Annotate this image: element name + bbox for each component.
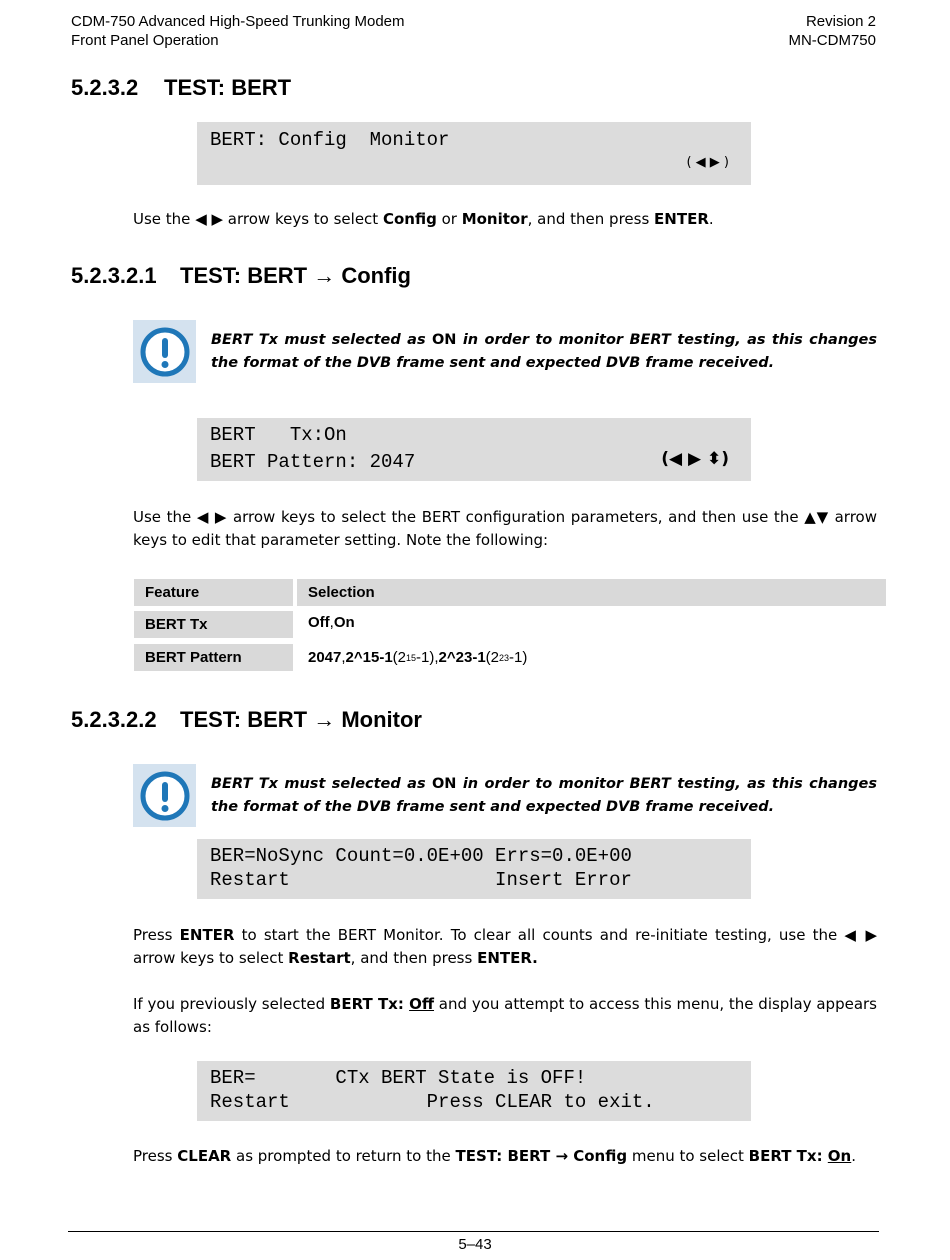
lcd-arrow-keys: ( ◀ ▶ ) (686, 155, 729, 170)
para-monitor-instructions (133, 924, 877, 970)
text-run: and you attempt to access this menu, the display appears as follows: (133, 995, 877, 1036)
instruction-bert-select (133, 208, 877, 231)
separator: , (329, 614, 334, 631)
text-run: BERT Tx must selected as (211, 332, 432, 348)
bold-term: ENTER (654, 210, 709, 228)
bold-term: BERT Tx: (329, 995, 410, 1013)
table-header-feature: Feature (134, 579, 293, 606)
option-value: 2^15-1 (345, 649, 393, 666)
heading-number: 5.2.3.2 (71, 75, 139, 100)
text-run: in order to monitor BERT testing, as this changes the format of the DVB frame sent and expected DVB frame received. (211, 776, 878, 815)
text-run: arrow keys to select the BERT configuration parameters, and then use the (227, 508, 805, 526)
text-run: to start the BERT Monitor. To clear all counts and re-initiate testing, use the (234, 926, 845, 944)
heading-title: TEST: BERT → Config (180, 263, 411, 288)
lcd-bert-config (197, 418, 751, 481)
arrow-keys-glyph: ◀ ▶ (195, 210, 224, 228)
table-cell-selection (297, 609, 886, 636)
bold-term: Config (382, 210, 437, 228)
text-run: arrow keys to select (133, 949, 289, 967)
bold-term: ENTER. (477, 949, 538, 967)
exponent: 15 (406, 652, 417, 663)
lcd-bert-monitor (197, 839, 751, 899)
heading-number: 5.2.3.2.1 (71, 263, 157, 288)
arrow-keys-glyph: ◀ ▶ (844, 926, 878, 944)
lcd-bert-off (197, 1061, 751, 1121)
option-value: On (333, 614, 355, 631)
note-text-monitor (211, 773, 877, 819)
option-value: Off (308, 614, 330, 631)
table-header-selection: Selection (297, 579, 886, 606)
exclamation-note-icon (133, 320, 196, 383)
heading-52321 (71, 263, 411, 289)
bold-term: TEST: BERT → Config (455, 1147, 628, 1165)
table-cell-selection (297, 644, 886, 671)
bold-term: CLEAR (177, 1147, 232, 1165)
text-run: (2 (392, 649, 407, 666)
text-run: -1) (509, 649, 528, 666)
instruction-bert-config (133, 506, 877, 552)
text-run: , and then press (527, 210, 655, 228)
text-run: in order to monitor BERT testing, as this changes the format of the DVB frame sent and expected DVB frame received. (211, 332, 878, 371)
text-run: -1), (416, 649, 439, 666)
text-run: arrow keys to edit that parameter setting. Note the following: (133, 508, 877, 549)
underlined-term: Off (409, 995, 435, 1013)
text-run: Press (133, 926, 180, 944)
heading-title: TEST: BERT (164, 75, 292, 100)
heading-52322 (71, 707, 422, 733)
bold-term: ON (431, 332, 457, 348)
bold-term: Restart (288, 949, 351, 967)
lcd-line-1: BER= CTx BERT State is OFF! (210, 1067, 587, 1089)
text-run: Use the (133, 508, 197, 526)
exclamation-note-icon (133, 764, 196, 827)
para-tx-off (133, 993, 877, 1039)
up-down-keys-glyph: ▲▼ (804, 508, 829, 526)
text-run: , and then press (350, 949, 478, 967)
heading-5232 (71, 75, 291, 101)
heading-title: TEST: BERT → Monitor (180, 707, 422, 732)
bold-term: Monitor (461, 210, 528, 228)
lcd-line-1: BERT: Config Monitor (210, 129, 450, 151)
underlined-term: On (827, 1147, 852, 1165)
lcd-line-2: BERT Pattern: 2047 (210, 451, 416, 473)
doc-number: MN-CDM750 (788, 32, 876, 49)
text-run: . (851, 1147, 857, 1165)
separator: , (341, 649, 346, 666)
bold-term: BERT Tx: (748, 1147, 828, 1165)
section-title: Front Panel Operation (71, 32, 219, 49)
text-run: . (708, 210, 714, 228)
exponent: 23 (499, 652, 510, 663)
table-cell-feature: BERT Pattern (134, 644, 293, 671)
table-cell-feature: BERT Tx (134, 611, 293, 638)
text-run: or (436, 210, 462, 228)
page-header-left (71, 12, 405, 50)
text-run: (2 (485, 649, 499, 666)
option-value: 2047 (308, 649, 342, 666)
text-run: If you previously selected (133, 995, 330, 1013)
text-run: Use the (133, 210, 196, 228)
text-run: BERT Tx must selected as (211, 776, 432, 792)
lcd-line-1: BER=NoSync Count=0.0E+00 Errs=0.0E+00 (210, 845, 632, 867)
arrow-keys-glyph: ◀ ▶ (196, 508, 228, 526)
lcd-bert-menu (197, 122, 751, 185)
note-text-config (211, 329, 877, 375)
lcd-line-2: Restart Press CLEAR to exit. (210, 1091, 655, 1113)
bold-term: ENTER (179, 926, 235, 944)
doc-title: CDM-750 Advanced High-Speed Trunking Modem (71, 13, 405, 30)
page-header-right (788, 12, 876, 50)
lcd-arrow-keys: (◀ ▶ ⬍) (661, 449, 729, 469)
footer-rule (68, 1231, 879, 1232)
lcd-line-2: Restart Insert Error (210, 869, 632, 891)
text-run: as prompted to return to the (231, 1147, 456, 1165)
para-clear-instruction (133, 1145, 877, 1168)
text-run: Press (133, 1147, 178, 1165)
bold-term: ON (431, 776, 457, 792)
text-run: arrow keys to select (223, 210, 383, 228)
lcd-line-1: BERT Tx:On (210, 424, 347, 446)
text-run: menu to select (627, 1147, 749, 1165)
revision: Revision 2 (805, 13, 876, 30)
option-value: 2^23-1 (438, 649, 486, 666)
heading-number: 5.2.3.2.2 (71, 707, 157, 732)
page-number: 5–43 (458, 1236, 492, 1253)
